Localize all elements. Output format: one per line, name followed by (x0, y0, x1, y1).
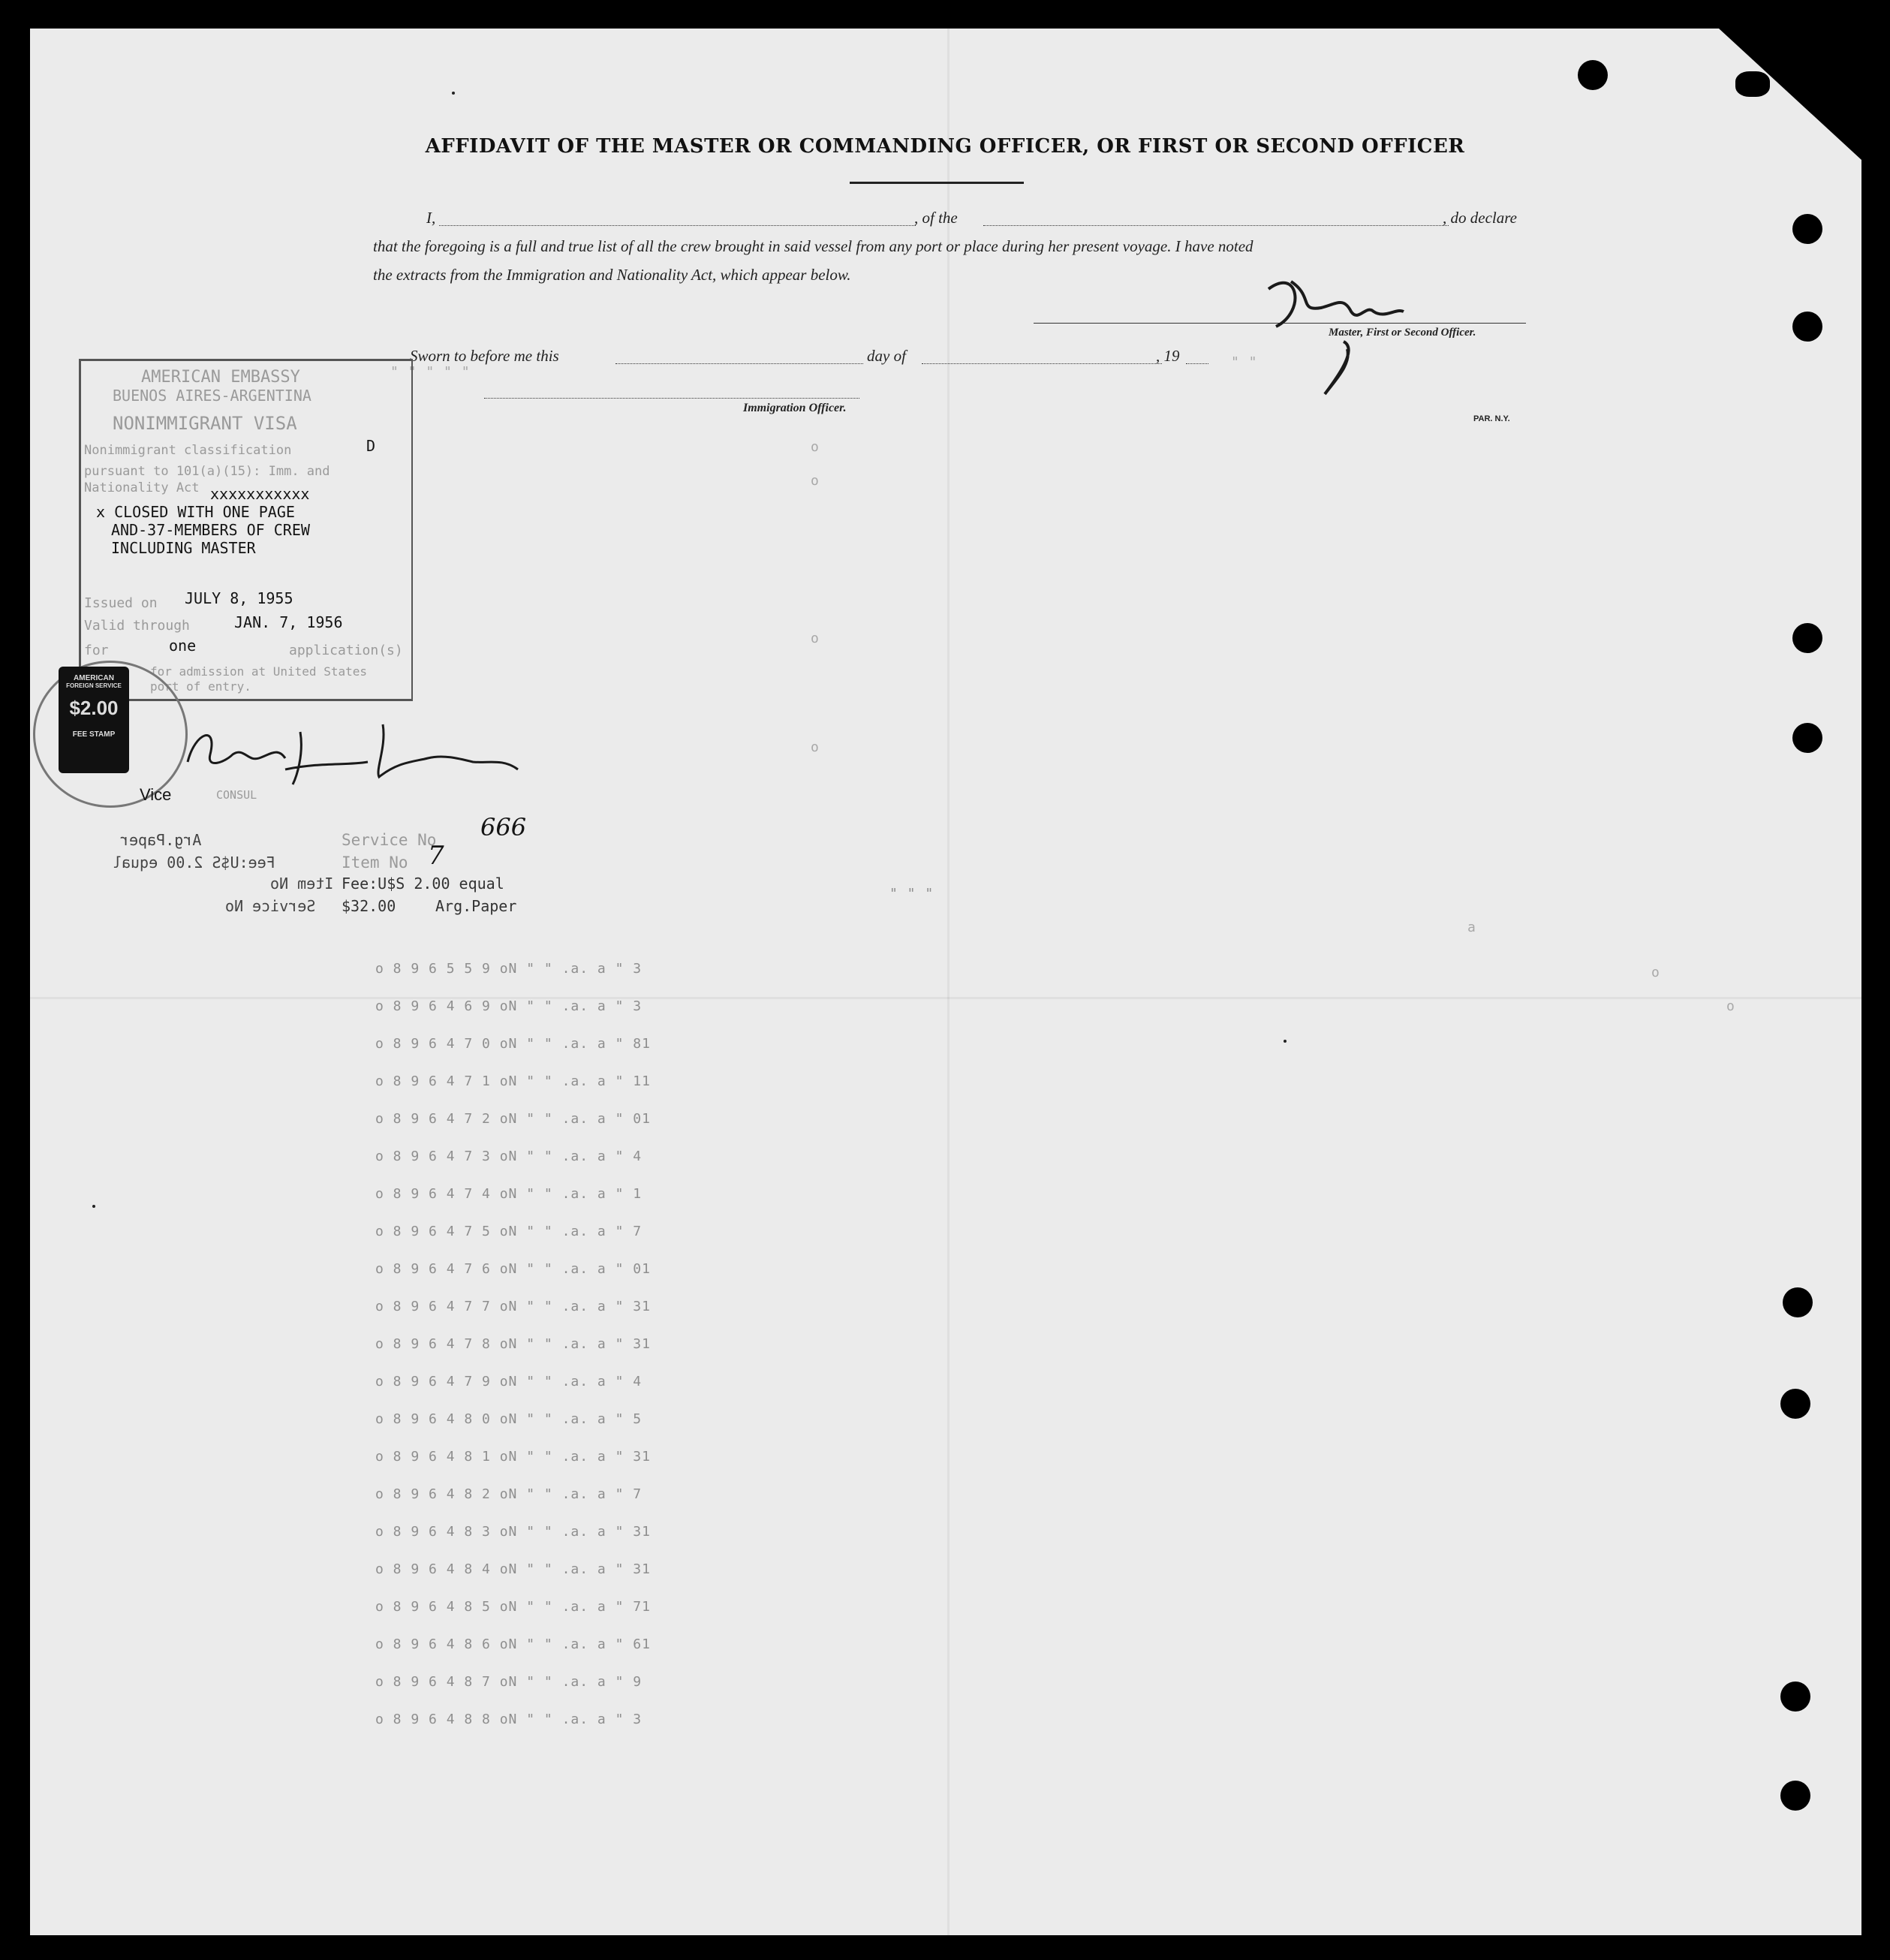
visa-typed-closed: x CLOSED WITH ONE PAGE (96, 503, 295, 521)
fee-stamp-amount: $2.00 (69, 697, 119, 719)
master-label: Master, First or Second Officer. (1329, 327, 1476, 339)
item-no-label: Item No (342, 854, 408, 872)
fee-stamp-bottom: FEE STAMP (72, 730, 116, 739)
consul-signature-scrawl (173, 717, 533, 799)
consul-label: CONSUL (216, 788, 257, 802)
fold-crease-horizontal (30, 997, 1861, 999)
mirrored-item-no: Item No (270, 875, 334, 893)
vessel-name-line (983, 225, 1449, 226)
arg-label: Arg.Paper (435, 897, 517, 915)
sworn-prefix: Sworn to before me this (410, 347, 559, 365)
visa-issued-value: JULY 8, 1955 (185, 589, 293, 607)
sworn-day-of: day of (867, 347, 906, 365)
visa-typed-members: AND-37-MEMBERS OF CREW (111, 521, 310, 539)
sworn-month-line (922, 363, 1162, 364)
ink-speck (452, 92, 455, 95)
visa-nationality: Nationality Act (84, 480, 200, 495)
visa-valid-value: JAN. 7, 1956 (234, 613, 343, 631)
sworn-day-line (615, 363, 863, 364)
visa-pursuant: pursuant to 101(a)(15): Imm. and (84, 464, 330, 479)
sworn-year: , 19 (1156, 347, 1180, 365)
visa-issued-label: Issued on (84, 595, 158, 611)
document-sheet (30, 29, 1861, 1935)
visa-port: port of entry. (150, 679, 251, 694)
visa-for-value: one (169, 637, 197, 655)
punch-hole (1783, 1287, 1813, 1317)
mirrored-service-no: Service No (225, 897, 316, 915)
fee-stamp-sub: FOREIGN SERVICE (66, 682, 122, 689)
punch-hole (1780, 1781, 1810, 1811)
visa-for-label: for (84, 643, 109, 658)
vice-label: Vice (140, 785, 172, 804)
fold-crease-vertical (947, 29, 950, 1935)
sworn-year-line (1186, 363, 1208, 364)
ink-speck (92, 1205, 95, 1208)
visa-classification-value: D (366, 437, 376, 455)
page-title: AFFIDAVIT OF THE MASTER OR COMMANDING OFFICER, OR FIRST OR SECOND OFFICER (425, 135, 1465, 158)
service-no-value: 666 (480, 813, 527, 842)
punch-hole (1792, 312, 1822, 342)
title-underline (850, 182, 1024, 184)
declaration-line-3: the extracts from the Immigration and Nationality Act, which appear below. (373, 266, 851, 284)
punch-hole (1792, 623, 1822, 653)
declaration-line-2: that the foregoing is a full and true list of all the crew brought in said vessel from any port or place during her present voyage. I have noted (373, 237, 1253, 255)
master-name-line (439, 225, 916, 226)
item-no-value: 7 (428, 841, 444, 871)
declaration-do-declare: , do declare (1443, 209, 1517, 227)
visa-typed-xs: xxxxxxxxxxx (210, 485, 310, 503)
arg-value: $32.00 (342, 897, 396, 915)
fee-stamp-top: AMERICAN (74, 674, 114, 682)
form-code: PAR. N.Y. (1473, 414, 1510, 423)
visa-admission: for admission at United States (150, 664, 367, 679)
service-no-label: Service No (342, 831, 437, 849)
fee-stamp (59, 667, 129, 773)
visa-stamp-embassy: AMERICAN EMBASSY (141, 368, 300, 387)
mirrored-arg-paper: Arg.Paper (120, 831, 202, 849)
mirrored-fee-line: Fee:U$S 2.00 equal (113, 854, 275, 872)
visa-classification-label: Nonimmigrant classification (84, 443, 292, 458)
immigration-officer-line (484, 398, 859, 399)
visa-stamp-type: NONIMMIGRANT VISA (113, 413, 297, 434)
punch-hole (1780, 1682, 1810, 1712)
punch-hole (1792, 214, 1822, 244)
punch-hole (1735, 71, 1770, 97)
immigration-officer-label: Immigration Officer. (743, 402, 847, 414)
visa-applications: application(s) (289, 643, 403, 658)
master-signature (1253, 266, 1426, 412)
punch-hole (1578, 60, 1608, 90)
visa-valid-label: Valid through (84, 618, 190, 634)
punch-hole (1792, 723, 1822, 753)
visa-typed-master: INCLUDING MASTER (111, 539, 256, 557)
ink-speck (1284, 1040, 1287, 1043)
declaration-i: I, (426, 209, 436, 227)
punch-hole (1780, 1389, 1810, 1419)
fee-line: Fee:U$S 2.00 equal (342, 875, 504, 893)
declaration-of-the: , of the (914, 209, 958, 227)
visa-stamp-city: BUENOS AIRES-ARGENTINA (113, 387, 311, 405)
